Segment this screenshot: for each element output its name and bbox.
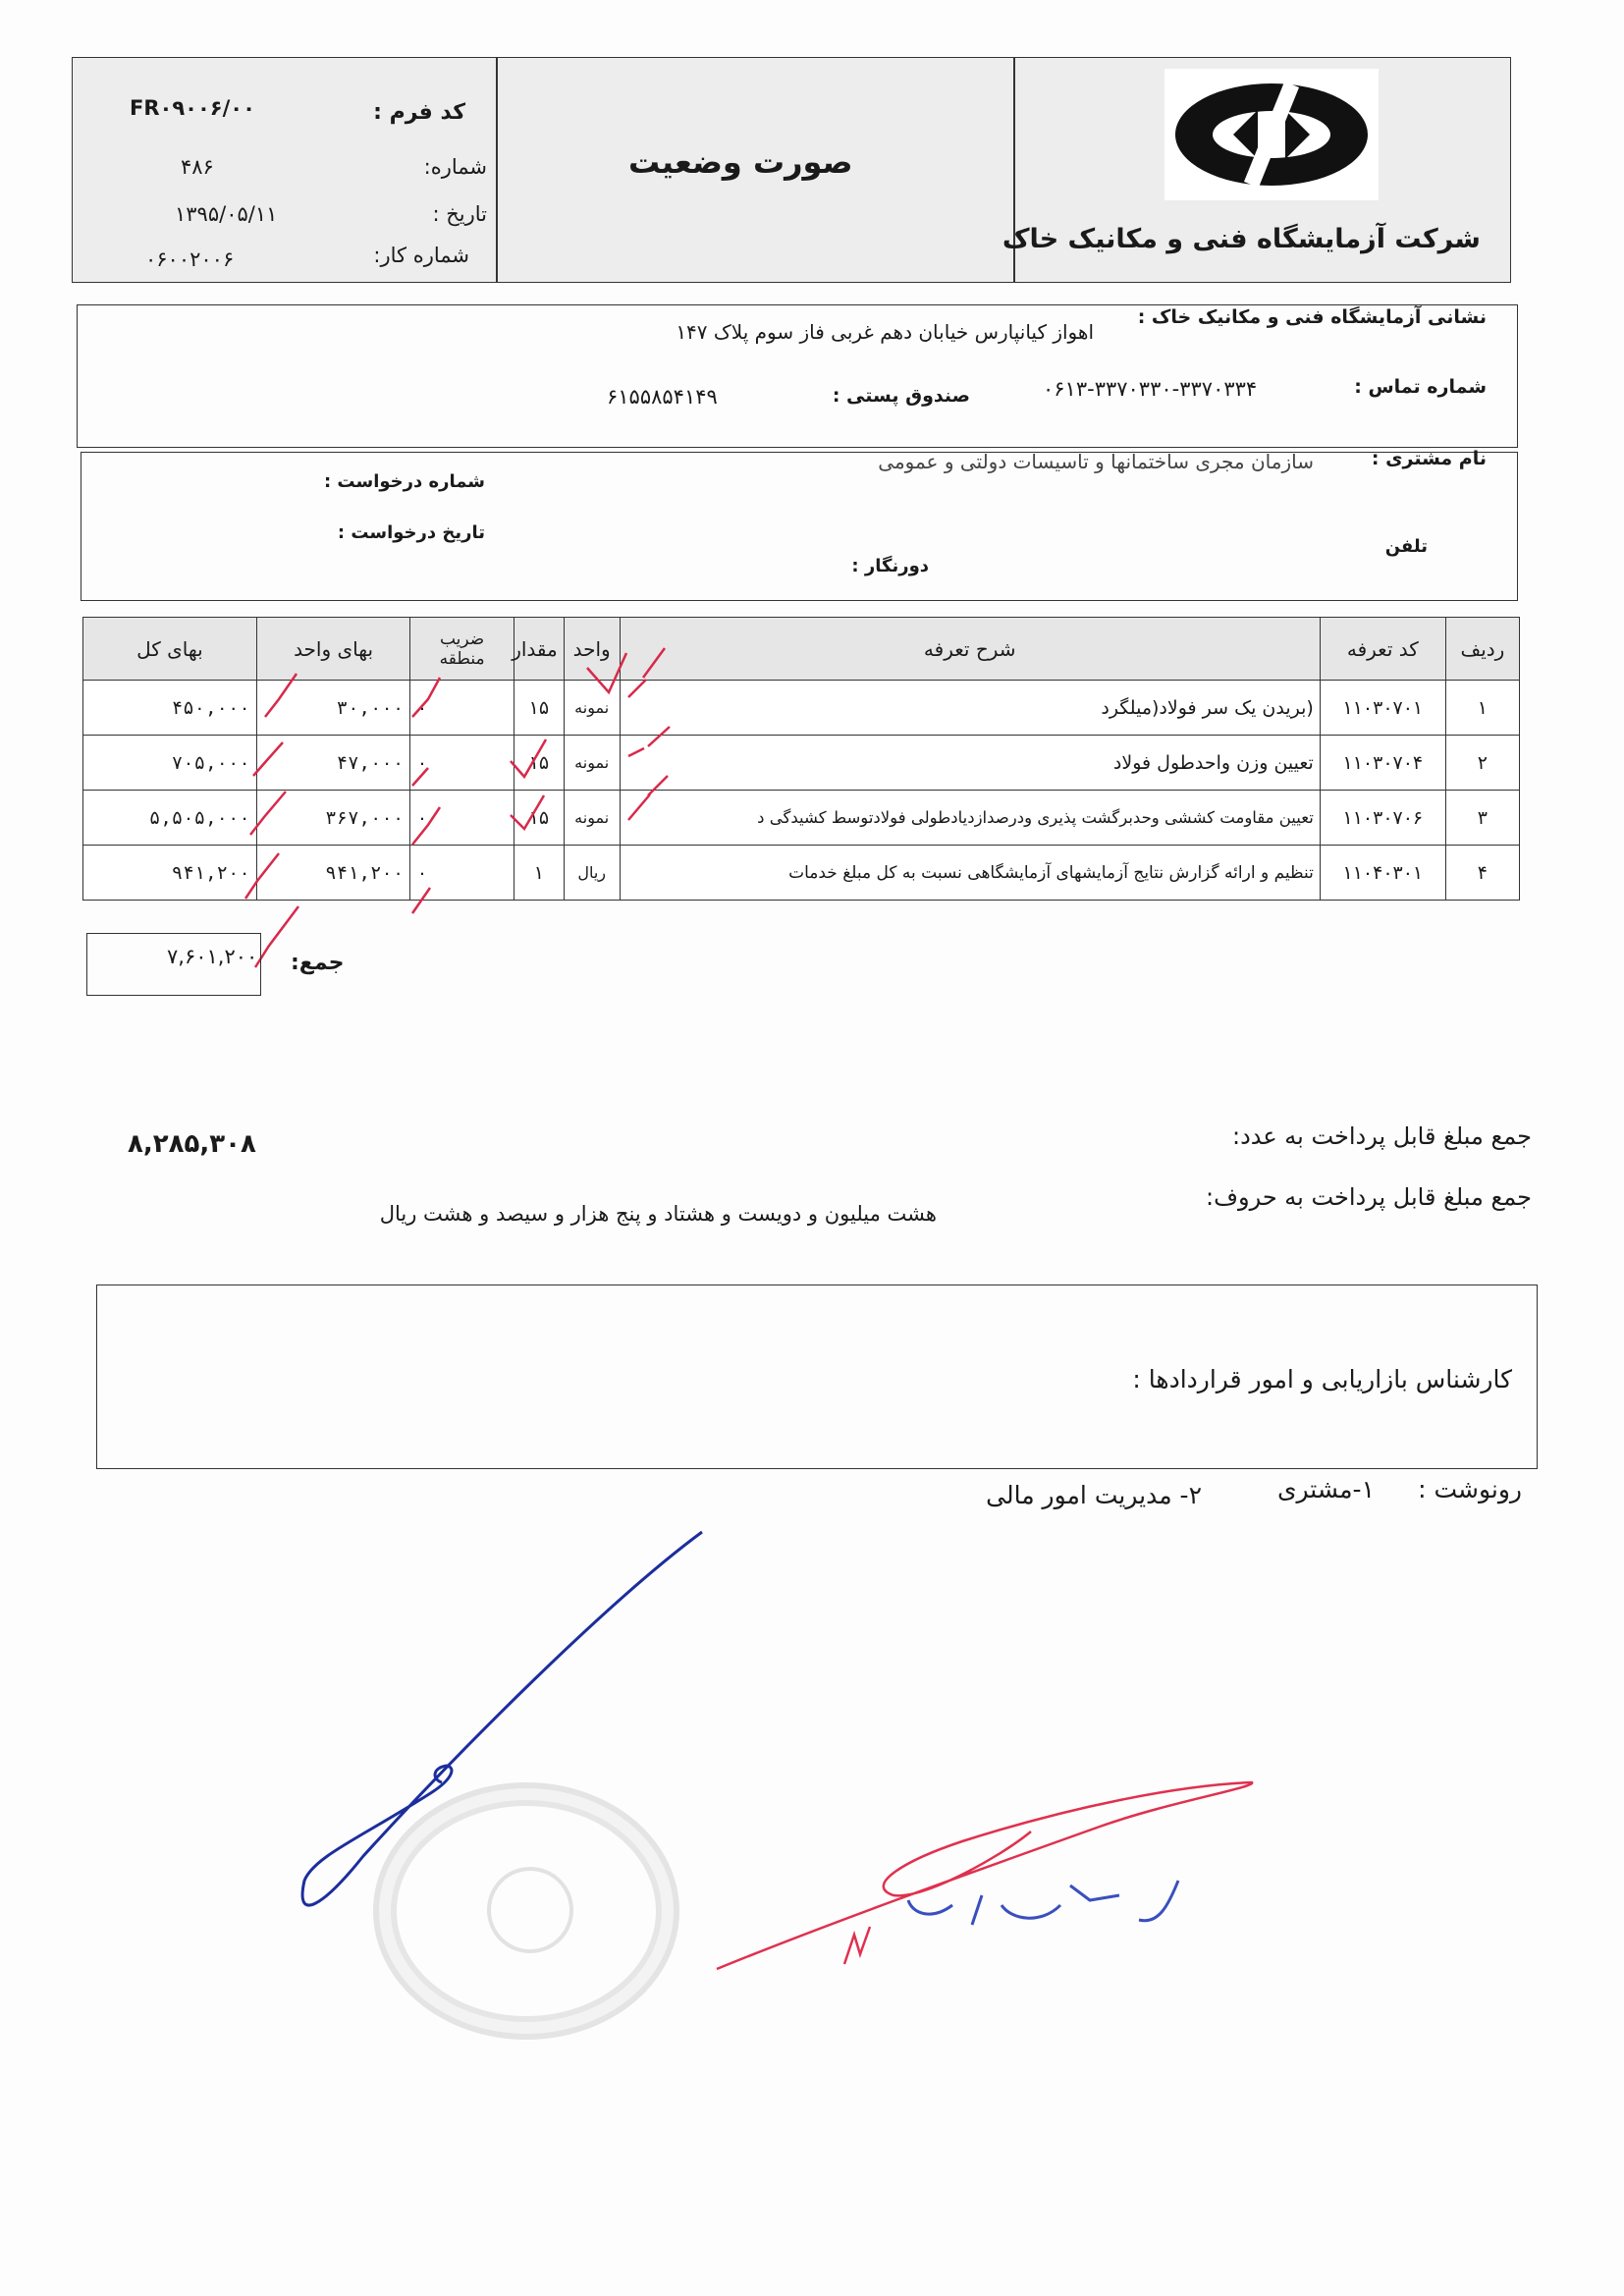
region-factor: ۰ [410,681,514,736]
customer-name-value: سازمان مجری ساختمانها و تاسیسات دولتی و عمومی [878,450,1314,473]
row-number: ۴ [1445,846,1519,901]
work-number-label: شماره کار: [373,244,469,267]
form-code-value: FR۰۹۰۰۶/۰۰ [130,96,255,120]
tariff-code: ۱۱۰۳۰۷۰۴ [1320,736,1445,791]
total-price: ۵,۵۰۵,۰۰۰ [83,791,257,846]
header-unit: واحد [564,618,620,681]
number-value: ۴۸۶ [181,155,214,179]
unit-price: ۹۴۱,۲۰۰ [256,846,409,901]
company-name: شرکت آزمایشگاه فنی و مکانیک خاک [1001,224,1481,254]
header-quantity: مقدار [514,618,564,681]
quantity: ۱۵ [514,736,564,791]
quantity: ۱ [514,846,564,901]
total-price: ۴۵۰,۰۰۰ [83,681,257,736]
customer-phone-label: تلفن [1384,536,1428,557]
quantity: ۱۵ [514,791,564,846]
phone-label: شماره تماس : [1354,376,1487,398]
unit-price: ۳۰,۰۰۰ [256,681,409,736]
region-factor: ۰ [410,736,514,791]
unit-price: ۳۶۷,۰۰۰ [256,791,409,846]
total-numeric-label: جمع مبلغ قابل پرداخت به عدد: [1231,1122,1532,1150]
unit: نمونه [564,791,620,846]
copy-finance: ۲- مدیریت امور مالی [986,1481,1202,1509]
phone-value: ۰۶۱۳-۳۳۷۰۳۳۰-۳۳۷۰۳۳۴ [1043,377,1258,401]
work-number-value: ۰۶۰۰۲۰۰۶ [145,247,235,271]
check-mark-icon [0,0,1624,982]
total-numeric-value: ۸,۲۸۵,۳۰۸ [128,1129,256,1159]
blue-handwritten-name [884,1866,1198,1944]
row-number: ۳ [1445,791,1519,846]
tariff-code: ۱۱۰۳۰۷۰۱ [1320,681,1445,736]
request-date-label: تاریخ درخواست : [337,522,485,543]
header-description: شرح تعرفه [620,618,1320,681]
header-unit-price: بهای واحد [256,618,409,681]
number-label: شماره: [423,155,487,179]
unit-price: ۴۷,۰۰۰ [256,736,409,791]
customer-name-label: نام مشتری : [1371,448,1487,469]
tariff-description: تعیین وزن واحدطول فولاد [620,736,1320,791]
postal-label: صندوق پستی : [832,385,970,407]
address-value: اهواز کیانپارس خیابان دهم غربی فاز سوم پلاک ۱۴۷ [676,320,1094,344]
tariff-code: ۱۱۰۴۰۳۰۱ [1320,846,1445,901]
document-title: صورت وضعیت [628,143,853,181]
quantity: ۱۵ [514,681,564,736]
sum-label: جمع: [291,951,345,975]
total-words-label: جمع مبلغ قابل پرداخت به حروف: [1206,1183,1532,1211]
unit: نمونه [564,736,620,791]
total-price: ۹۴۱,۲۰۰ [83,846,257,901]
copy-customer: ۱-مشتری [1276,1475,1375,1503]
request-number-label: شماره درخواست : [323,471,485,492]
row-number: ۱ [1445,681,1519,736]
tariff-description: تعیین مقاومت کششی وحدبرگشت پذیری ودرصدازدیادطولی فولادتوسط کشیدگی د [620,791,1320,846]
date-value: ۱۳۹۵/۰۵/۱۱ [175,202,278,226]
total-words-value: هشت میلیون و دویست و هشتاد و پنج هزار و سیصد و هشت ریال [379,1202,937,1226]
copies-label: رونوشت : [1418,1475,1522,1503]
region-factor: ۰ [410,846,514,901]
address-label: نشانی آزمایشگاه فنی و مکانیک خاک : [1137,306,1487,328]
tariff-description: تنظیم و ارائه گزارش نتایج آزمایشهای آزمایشگاهی نسبت به کل مبلغ خدمات [620,846,1320,901]
row-number: ۲ [1445,736,1519,791]
header-total-price: بهای کل [83,618,257,681]
total-price: ۷۰۵,۰۰۰ [83,736,257,791]
header-region-factor: ضریب منطقه [410,618,514,681]
tariff-description: (بریدن یک سر فولاد(میلگرد [620,681,1320,736]
postal-value: ۶۱۵۵۸۵۴۱۴۹ [607,385,718,409]
form-code-label: کد فرم : [373,100,465,125]
tariff-code: ۱۱۰۳۰۷۰۶ [1320,791,1445,846]
sum-value: ۷,۶۰۱,۲۰۰ [167,945,258,968]
region-factor: ۰ [410,791,514,846]
embossed-seal [373,1782,679,2040]
date-label: تاریخ : [432,202,487,226]
header-row-number: ردیف [1445,618,1519,681]
unit: ریال [564,846,620,901]
expert-label: کارشناس بازاریابی و امور قراردادها : [1132,1365,1512,1394]
unit: نمونه [564,681,620,736]
fax-label: دورنگار : [851,556,929,576]
header-code: کد تعرفه [1320,618,1445,681]
